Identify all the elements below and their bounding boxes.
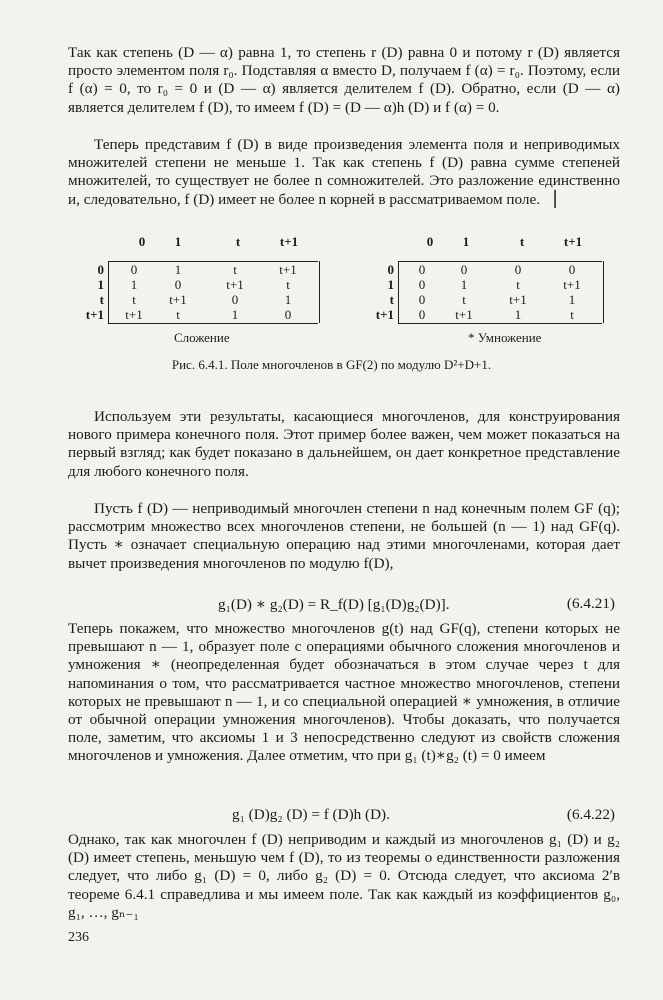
add-row-label-t1: t+1: [85, 307, 104, 322]
paragraph-3: Используем эти результаты, касающиеся многочленов, для конструирования нового примера конечного поля. Этот пример более важен, чем может показаться на первый взгляд; как будет показано в дальнейшем, он дает конкретное представление для любого конечного поля.: [68, 408, 620, 480]
page-number: 236: [68, 930, 89, 945]
mul-bottom-rule: [398, 323, 602, 324]
mul-cell: t+1: [563, 277, 581, 292]
mul-cell: 0: [418, 307, 426, 322]
paragraph-6: Однако, так как многочлен f (D) неприводим и каждый из многочленов g₁ (D) и g₂ (D) имеет степень, меньшую чем f (D), то из теоремы о единственности разложения следует, что либо g₁ (D) = 0, либо g₂ (D) = 0. Отсюда следует, что аксиома 2′в теореме 6.4.1 справедлива и мы имеем поле. Так как каждый из коэффициентов g₀, g₁, …, gₙ₋₁: [68, 831, 620, 921]
equation-number-6-4-22: (6.4.22): [566, 806, 615, 823]
mul-cell: 0: [568, 262, 576, 277]
mul-cell: 0: [418, 262, 426, 277]
add-cell: 0: [284, 307, 292, 322]
paragraph-4: Пусть f (D) — неприводимый многочлен степени n над конечным полем GF (q); рассмотрим множество всех многочленов степени, не большей (n — 1) над GF(q). Пусть ∗ означает специальную операцию над этими многочленами, которая дает вычет произведения многочленов по модулю f(D),: [68, 500, 620, 572]
figure-caption: Рис. 6.4.1. Поле многочленов в GF(2) по модулю D²+D+1.: [171, 357, 492, 372]
paragraph-2: Теперь представим f (D) в виде произведения элемента поля и неприводимых множителей степени не меньше 1. Так как степень f (D) равна сумме степеней множителей, то существует не более n сомножителей. Это разложение единственно и, следовательно, f (D) имеет не более n корней в рассматриваемом поле. ▕: [68, 136, 620, 208]
add-cell: 0: [130, 262, 138, 277]
mul-cell: t+1: [455, 307, 473, 322]
equation-number-6-4-21: (6.4.21): [566, 595, 615, 612]
mul-cell: 1: [514, 307, 522, 322]
add-cell: 1: [174, 262, 182, 277]
add-header-0: 0: [138, 234, 146, 249]
multiplication-label: * Умножение: [468, 330, 542, 345]
add-cell: t: [286, 277, 290, 292]
mul-cell: 0: [418, 277, 426, 292]
mul-row-label-0: 0: [387, 262, 394, 277]
mul-header-0: 0: [426, 234, 434, 249]
add-cell: t+1: [125, 307, 143, 322]
add-header-t1: t+1: [279, 234, 299, 249]
paragraph-1: Так как степень (D — α) равна 1, то степень r (D) равна 0 и потому r (D) является просто элементом поля r₀. Подставляя α вместо D, получаем f (α) = r₀. Поэтому, если f (α) = 0, то r₀ = 0 и (D — α) является делителем f (D). Обратно, если (D — α) является делителем f (D), то имеем f (D) = (D — α)h (D) и f (α) = 0.: [68, 44, 620, 116]
mul-cell: 0: [460, 262, 468, 277]
mul-cell: 1: [460, 277, 468, 292]
mul-cell: t+1: [509, 292, 527, 307]
add-row-label-0: 0: [97, 262, 104, 277]
mul-row-label-1: 1: [387, 277, 394, 292]
equation-6-4-22: g₁ (D)g₂ (D) = f (D)h (D).: [232, 806, 390, 823]
addition-label: Сложение: [174, 330, 230, 345]
add-cell: t: [233, 262, 237, 277]
mul-cell: 0: [514, 262, 522, 277]
add-cell: 0: [174, 277, 182, 292]
add-cell: 0: [231, 292, 239, 307]
mul-cell: t: [570, 307, 574, 322]
mul-row-label-t1: t+1: [375, 307, 394, 322]
mul-cell: 0: [418, 292, 426, 307]
add-cell: t: [132, 292, 136, 307]
mul-row-label-t: t: [389, 292, 394, 307]
add-cell: t+1: [169, 292, 187, 307]
mul-cell: t: [516, 277, 520, 292]
mul-cell: t: [462, 292, 466, 307]
add-row-label-t: t: [99, 292, 104, 307]
add-cell: t: [176, 307, 180, 322]
mul-header-t1: t+1: [563, 234, 583, 249]
add-cell: t+1: [279, 262, 297, 277]
add-header-1: 1: [174, 234, 182, 249]
paragraph-5: Теперь покажем, что множество многочленов g(t) над GF(q), степени которых не превышают n — 1, образует поле с операциями обычного сложения многочленов и умножения ∗ (неопределенная будет обозначаться в этом случае через t для напоминания о том, что рассматривается частное множество многочленов, степени которых не превышают n — 1, и со специальной операцией ∗ умножения, в отличие от обычной операции умножения многочленов). Чтобы доказать, что получается поле, заметим, что аксиомы 1 и 3 непосредственно следуют из свойств сложения многочленов и умножения. Далее отметим, что при g₁ (t)∗g₂ (t) = 0 имеем: [68, 620, 620, 765]
mul-header-1: 1: [462, 234, 470, 249]
add-bottom-rule: [108, 323, 318, 324]
add-cell: 1: [130, 277, 138, 292]
add-header-t: t: [235, 234, 241, 249]
add-cell: 1: [231, 307, 239, 322]
mul-cell: 1: [568, 292, 576, 307]
add-cell: t+1: [226, 277, 244, 292]
equation-6-4-21: g₁(D) ∗ g₂(D) = R_f(D) [g₁(D)g₂(D)].: [218, 596, 450, 613]
mul-header-t: t: [519, 234, 525, 249]
add-row-label-1: 1: [97, 277, 104, 292]
add-cell: 1: [284, 292, 292, 307]
